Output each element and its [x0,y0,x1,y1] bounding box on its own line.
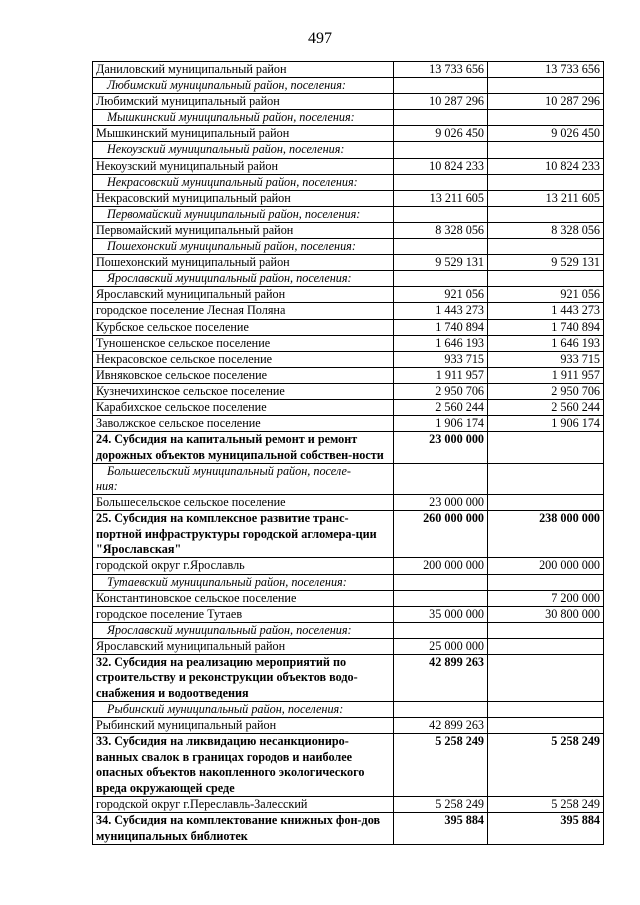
amount-col-2 [488,574,604,590]
amount-col-1: 10 287 296 [394,94,488,110]
row-name: Константиновское сельское поселение [93,590,394,606]
row-name: Рыбинский муниципальный район [93,718,394,734]
section-heading-row [93,813,604,845]
amount-col-1: 10 824 233 [394,158,488,174]
table-row [93,158,604,174]
subsection-row [93,271,604,287]
amount-col-2 [488,239,604,255]
table-row [93,367,604,383]
row-name: городской округ г.Ярославль [93,558,394,574]
amount-col-2: 10 287 296 [488,94,604,110]
table-row [93,255,604,271]
amount-col-2: 1 911 957 [488,367,604,383]
table-row [93,797,604,813]
section-heading-row [93,655,604,702]
row-name: 24. Субсидия на капитальный ремонт и ремонт дорожных объектов муниципальной собствен-ности [93,432,394,464]
amount-col-2: 2 950 706 [488,383,604,399]
table-row [93,126,604,142]
amount-col-2: 238 000 000 [488,511,604,558]
amount-col-2: 8 328 056 [488,222,604,238]
amount-col-2 [488,702,604,718]
row-name: 32. Субсидия на реализацию мероприятий по строительству и реконструкции объектов водо-снабжения и водоотведения [93,655,394,702]
amount-col-2 [488,638,604,654]
amount-col-1 [394,574,488,590]
amount-col-1: 5 258 249 [394,734,488,797]
table-row [93,287,604,303]
amount-col-1: 921 056 [394,287,488,303]
amount-col-1: 23 000 000 [394,432,488,464]
amount-col-2: 1 740 894 [488,319,604,335]
amount-col-1: 35 000 000 [394,606,488,622]
amount-col-2 [488,622,604,638]
amount-col-2: 7 200 000 [488,590,604,606]
amount-col-2: 1 443 273 [488,303,604,319]
amount-col-1: 200 000 000 [394,558,488,574]
amount-col-2: 2 560 244 [488,399,604,415]
table-row [93,190,604,206]
subsection-row [93,110,604,126]
row-name: Ярославский муниципальный район, поселения: [93,271,394,287]
amount-col-2: 5 258 249 [488,797,604,813]
amount-col-1: 42 899 263 [394,718,488,734]
subsection-row [93,463,604,494]
row-name: Тутаевский муниципальный район, поселения: [93,574,394,590]
amount-col-2 [488,271,604,287]
row-name: Большесельское сельское поселение [93,495,394,511]
amount-col-1 [394,271,488,287]
row-name: 34. Субсидия на комплектование книжных фон-дов муниципальных библиотек [93,813,394,845]
subsection-row [93,239,604,255]
row-name: Любимский муниципальный район, поселения: [93,78,394,94]
table-row [93,383,604,399]
amount-col-2: 13 211 605 [488,190,604,206]
subsection-row [93,174,604,190]
table-row [93,94,604,110]
amount-col-1 [394,206,488,222]
row-name: Карабихское сельское поселение [93,399,394,415]
table-row [93,638,604,654]
row-name: Пошехонский муниципальный район, поселения: [93,239,394,255]
amount-col-1: 9 529 131 [394,255,488,271]
amount-col-2 [488,655,604,702]
amount-col-1: 2 950 706 [394,383,488,399]
amount-col-1: 395 884 [394,813,488,845]
table-row [93,718,604,734]
amount-col-1 [394,78,488,94]
amount-col-1: 25 000 000 [394,638,488,654]
amount-col-1: 8 328 056 [394,222,488,238]
row-name: Мышкинский муниципальный район, поселения: [93,110,394,126]
row-name: Мышкинский муниципальный район [93,126,394,142]
amount-col-1: 1 906 174 [394,416,488,432]
amount-col-1: 5 258 249 [394,797,488,813]
table-row [93,62,604,78]
table-row [93,495,604,511]
amount-col-2: 1 646 193 [488,335,604,351]
amount-col-1 [394,622,488,638]
amount-col-2: 5 258 249 [488,734,604,797]
amount-col-2 [488,78,604,94]
row-name [93,463,394,494]
page-number: 497 [308,30,332,47]
amount-col-1: 1 740 894 [394,319,488,335]
row-name: городское поселение Лесная Поляна [93,303,394,319]
subsection-row [93,206,604,222]
row-name: Туношенское сельское поселение [93,335,394,351]
table-row [93,319,604,335]
row-name: Некрасовское сельское поселение [93,351,394,367]
amount-col-1 [394,110,488,126]
amount-col-1 [394,239,488,255]
row-name: Некрасовский муниципальный район, поселения: [93,174,394,190]
amount-col-2: 9 529 131 [488,255,604,271]
amount-col-2 [488,718,604,734]
subsidy-table [92,61,604,845]
row-name: городской округ г.Переславль-Залесский [93,797,394,813]
amount-col-2: 30 800 000 [488,606,604,622]
row-name: Ярославский муниципальный район, поселения: [93,622,394,638]
amount-col-1 [394,463,488,494]
row-name: 33. Субсидия на ликвидацию несанкциониро-ванных свалок в границах городов и наиболее опасных объектов накопленного экологического вреда окружающей среде [93,734,394,797]
row-name-line1: Большесельский муниципальный район, поселе- [107,463,351,478]
amount-col-1: 23 000 000 [394,495,488,511]
subsection-row [93,78,604,94]
table-row [93,590,604,606]
row-name: Кузнечихинское сельское поселение [93,383,394,399]
amount-col-1: 260 000 000 [394,511,488,558]
row-name: Некоузский муниципальный район, поселения: [93,142,394,158]
section-heading-row [93,511,604,558]
row-name: Рыбинский муниципальный район, поселения: [93,702,394,718]
amount-col-2: 9 026 450 [488,126,604,142]
amount-col-2 [488,463,604,494]
row-name: Первомайский муниципальный район, поселения: [93,206,394,222]
amount-col-1: 42 899 263 [394,655,488,702]
amount-col-1: 13 733 656 [394,62,488,78]
row-name: Некоузский муниципальный район [93,158,394,174]
table-row [93,335,604,351]
amount-col-1 [394,142,488,158]
amount-col-2: 13 733 656 [488,62,604,78]
table-row [93,222,604,238]
row-name: городское поселение Тутаев [93,606,394,622]
amount-col-2 [488,110,604,126]
amount-col-2: 933 715 [488,351,604,367]
row-name: Ярославский муниципальный район [93,287,394,303]
amount-col-1: 2 560 244 [394,399,488,415]
amount-col-2 [488,495,604,511]
table-row [93,558,604,574]
amount-col-1 [394,590,488,606]
amount-col-1: 933 715 [394,351,488,367]
amount-col-1 [394,702,488,718]
amount-col-1: 13 211 605 [394,190,488,206]
subsection-row [93,142,604,158]
row-name: Заволжское сельское поселение [93,416,394,432]
amount-col-2: 10 824 233 [488,158,604,174]
subsection-row [93,622,604,638]
row-name: Даниловский муниципальный район [93,62,394,78]
section-heading-row [93,734,604,797]
amount-col-1: 1 443 273 [394,303,488,319]
amount-col-2: 200 000 000 [488,558,604,574]
row-name: Любимский муниципальный район [93,94,394,110]
amount-col-1: 1 911 957 [394,367,488,383]
amount-col-2 [488,142,604,158]
table-row [93,351,604,367]
amount-col-2 [488,174,604,190]
amount-col-2: 921 056 [488,287,604,303]
row-name: Некрасовский муниципальный район [93,190,394,206]
amount-col-2: 1 906 174 [488,416,604,432]
amount-col-1: 9 026 450 [394,126,488,142]
row-name: Ивняковское сельское поселение [93,367,394,383]
row-name: Ярославский муниципальный район [93,638,394,654]
table-row [93,606,604,622]
row-name: 25. Субсидия на комплексное развитие транс-портной инфраструктуры городской агломера-ции "Ярославская" [93,511,394,558]
amount-col-2: 395 884 [488,813,604,845]
subsidy-table-body [93,62,604,845]
amount-col-2 [488,432,604,464]
row-name: Курбское сельское поселение [93,319,394,335]
row-name-line2: ния: [96,479,118,494]
amount-col-1: 1 646 193 [394,335,488,351]
row-name: Первомайский муниципальный район [93,222,394,238]
section-heading-row [93,432,604,464]
amount-col-2 [488,206,604,222]
subsection-row [93,702,604,718]
table-row [93,303,604,319]
row-name: Пошехонский муниципальный район [93,255,394,271]
amount-col-1 [394,174,488,190]
table-row [93,416,604,432]
table-row [93,399,604,415]
subsection-row [93,574,604,590]
